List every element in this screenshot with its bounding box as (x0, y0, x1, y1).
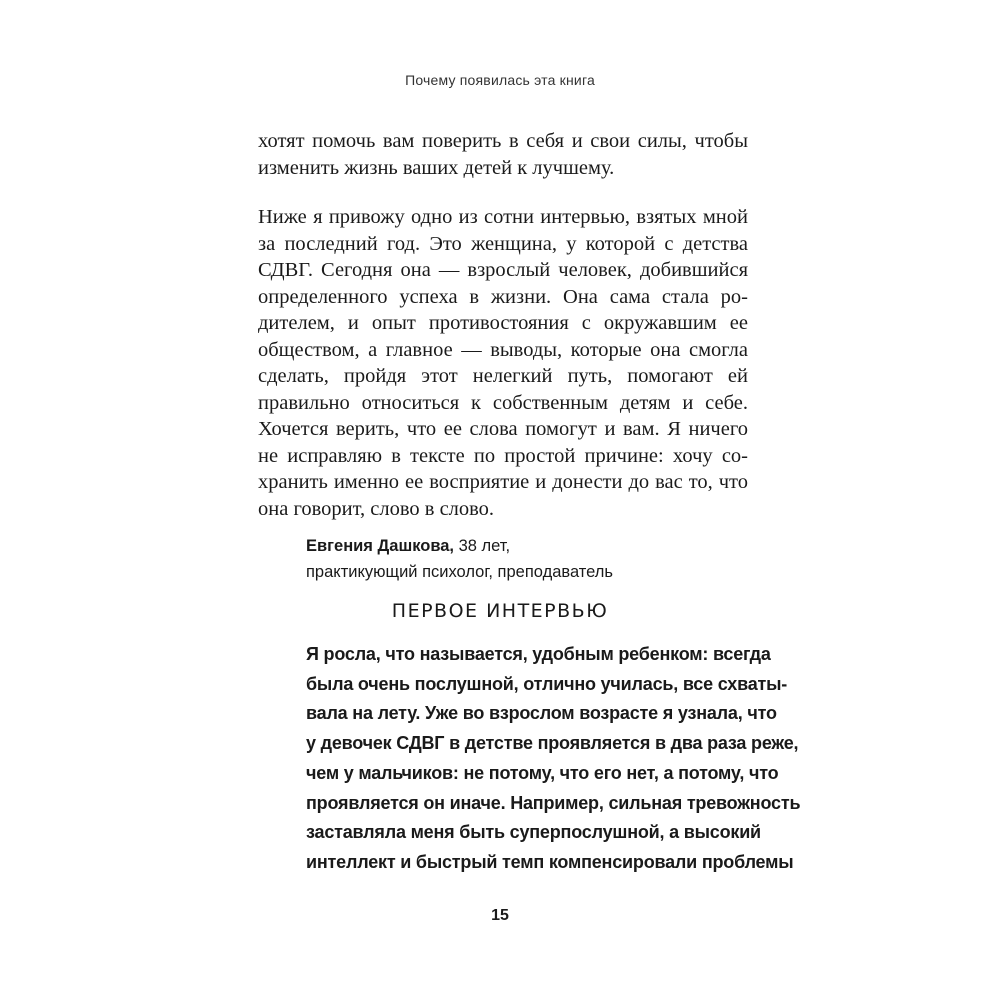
text-line: за последний год. Это женщина, у которой с детства (258, 232, 748, 255)
text-line: обществом, а главное — выводы, которые она смогла (258, 338, 748, 361)
interview-line: заставляла меня быть суперпослушной, а высокий (306, 822, 761, 843)
text-line: не исправляю в тексте по простой причине: хочу со- (258, 444, 748, 467)
text-line: хотят помочь вам поверить в себя и свои силы, чтобы (258, 130, 748, 152)
interview-line: у девочек СДВГ в детстве проявляется в два раза реже, (306, 733, 799, 754)
page-number: 15 (491, 907, 509, 924)
paragraph-1 (258, 128, 748, 181)
interviewee-age: 38 лет, (454, 537, 511, 555)
interview-line: вала на лету. Уже во взрослом возрасте я узнала, что (306, 703, 777, 724)
interviewee-attribution (306, 533, 613, 585)
text-line: она говорит, слово в слово. (258, 497, 495, 520)
section-heading: ПЕРВОЕ ИНТЕРВЬЮ (391, 600, 609, 622)
attribution-line-1 (306, 533, 613, 559)
interview-text (306, 640, 801, 878)
text-line: сделать, пройдя этот нелегкий путь, помогают ей (258, 365, 748, 387)
running-head: Почему появилась эта книга (405, 72, 595, 88)
interviewee-role: практикующий психолог, преподаватель (306, 563, 613, 581)
text-line: определенного успеха в жизни. Она сама стала ро- (258, 285, 748, 308)
text-line: дителем, и опыт противостояния с окружавшим ее (258, 312, 748, 334)
interviewee-name: Евгения Дашкова, (306, 537, 455, 555)
text-line: Хочется верить, что ее слова помогут и вам. Я ничего (258, 418, 748, 440)
interview-line: чем у мальчиков: не потому, что его нет, а потому, что (306, 762, 779, 783)
interview-line: интеллект и быстрый темп компенсировали проблемы (306, 851, 794, 872)
text-line: Ниже я привожу одно из сотни интервью, взятых мной (258, 206, 748, 228)
interview-line: Я росла, что называется, удобным ребенком: всегда (306, 644, 771, 664)
text-line: правильно относиться к собственным детям и себе. (258, 391, 748, 414)
interview-line: проявляется он иначе. Например, сильная тревожность (306, 792, 801, 813)
paragraph-2 (258, 204, 748, 522)
interview-line: была очень послушной, отлично училась, все схваты- (306, 673, 788, 694)
text-line: изменить жизнь ваших детей к лучшему. (258, 156, 615, 179)
text-line: хранить именно ее восприятие и донести до вас то, что (258, 471, 748, 493)
text-line: СДВГ. Сегодня она — взрослый человек, добившийся (258, 259, 748, 281)
